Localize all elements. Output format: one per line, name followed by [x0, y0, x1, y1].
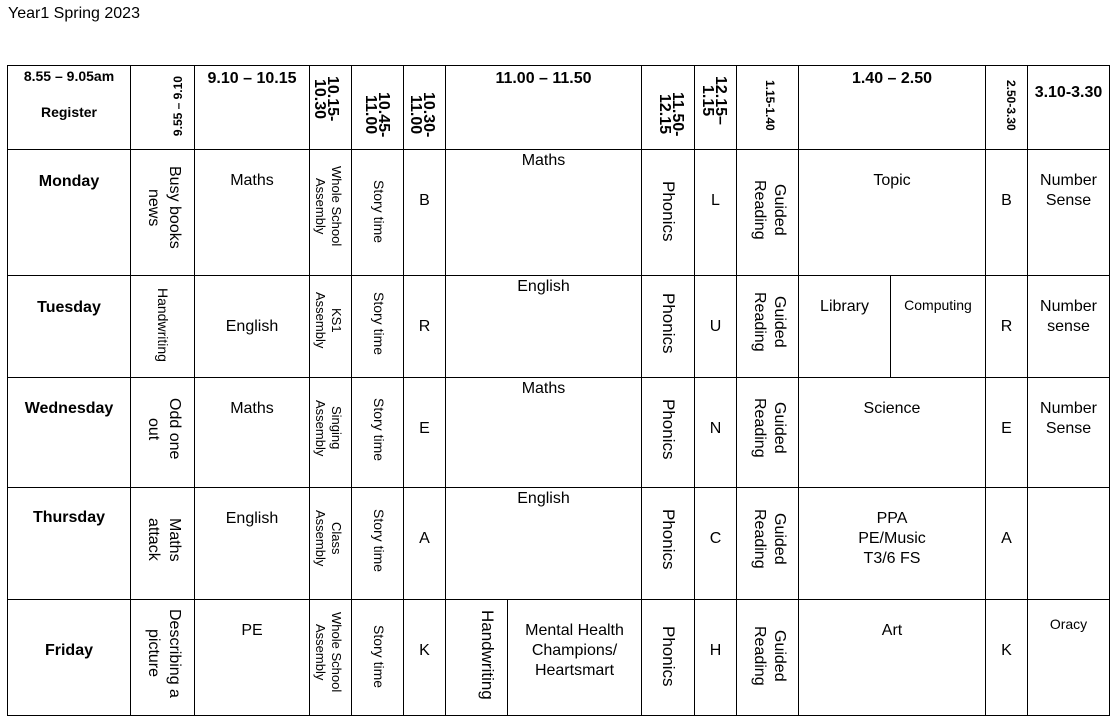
- cell-story: [352, 600, 404, 716]
- header-955: [131, 66, 195, 150]
- header-115-text: 1.15-1.40: [763, 80, 777, 131]
- cell-story: [352, 276, 404, 378]
- day-friday: [8, 600, 131, 716]
- main-activity: Maths: [521, 380, 566, 397]
- letter-lunch: U: [709, 318, 722, 335]
- cell-afternoon: [799, 488, 986, 600]
- header-140: [799, 66, 986, 150]
- cell-slot1: [195, 600, 310, 716]
- cell-story: [352, 150, 404, 276]
- cell-guided: [737, 150, 799, 276]
- cell-early: [131, 378, 195, 488]
- main-activity: English: [517, 490, 570, 507]
- row-thursday: [8, 488, 1110, 600]
- row-tuesday: [8, 276, 1110, 378]
- guided-reading: Guided Reading: [751, 509, 788, 569]
- cell-lunch: [695, 378, 737, 488]
- end-activity: Number Sense: [1040, 400, 1097, 437]
- letter-break: E: [419, 420, 430, 437]
- cell-story: [352, 488, 404, 600]
- phonics-activity: Phonics: [659, 181, 678, 242]
- letter-lunch: N: [709, 420, 722, 437]
- afternoon-computing: Computing: [904, 297, 972, 313]
- header-250-text: 2.50-3.30: [1004, 80, 1018, 131]
- header-1030: [404, 66, 446, 150]
- cell-phonics: [642, 600, 695, 716]
- row-friday: [8, 600, 1110, 716]
- cell-guided: [737, 378, 799, 488]
- day-monday: [8, 150, 131, 276]
- letter-break: A: [419, 530, 430, 547]
- page-title: Year1 Spring 2023: [8, 5, 140, 22]
- cell-main-a: [446, 600, 508, 716]
- early-activity: Handwriting: [155, 288, 171, 362]
- cell-story: [352, 378, 404, 488]
- cell-guided: [737, 600, 799, 716]
- cell-end: [1028, 378, 1110, 488]
- cell-letter1: [404, 600, 446, 716]
- cell-phonics: [642, 150, 695, 276]
- day-label: Tuesday: [37, 299, 101, 316]
- header-1100-text: 11.00 – 11.50: [495, 70, 592, 87]
- cell-letter1: [404, 276, 446, 378]
- row-wednesday: [8, 378, 1110, 488]
- afternoon-library: Library: [820, 298, 869, 315]
- header-1100: [446, 66, 642, 150]
- end-activity: Oracy: [1049, 616, 1088, 632]
- guided-reading: Guided Reading: [751, 292, 788, 352]
- header-310-text: 3.10-3.30: [1034, 84, 1103, 101]
- guided-reading: Guided Reading: [751, 180, 788, 240]
- phonics-activity: Phonics: [659, 509, 678, 570]
- header-register: [8, 66, 131, 150]
- header-row: [8, 66, 1110, 150]
- end-activity: Number sense: [1040, 298, 1097, 335]
- cell-letter2: [986, 600, 1028, 716]
- day-label: Monday: [38, 173, 100, 190]
- slot1-activity: Maths: [230, 400, 274, 417]
- header-1215-text: 12.15– 1.15: [699, 76, 729, 125]
- letter-lunch: C: [709, 530, 722, 547]
- afternoon-activity: Science: [863, 400, 921, 417]
- header-1045-text: 10.45- 11.00: [362, 92, 392, 138]
- cell-lunch: [695, 150, 737, 276]
- cell-assembly: [310, 488, 352, 600]
- cell-guided: [737, 276, 799, 378]
- guided-reading: Guided Reading: [751, 398, 788, 458]
- cell-phonics: [642, 378, 695, 488]
- main-activity: English: [517, 278, 570, 295]
- cell-early: [131, 600, 195, 716]
- end-activity: Number Sense: [1040, 172, 1097, 209]
- letter-afternoon: A: [1001, 530, 1012, 547]
- letter-break: R: [418, 318, 431, 335]
- cell-end: [1028, 600, 1110, 716]
- cell-slot1: [195, 488, 310, 600]
- header-250: [986, 66, 1028, 150]
- cell-letter1: [404, 488, 446, 600]
- header-1150-text: 11.50- 12.15: [656, 92, 686, 137]
- cell-main: [446, 276, 642, 378]
- letter-lunch: L: [711, 192, 720, 209]
- story-activity: Story time: [371, 292, 387, 356]
- assembly-activity: KS1 Assembly: [313, 292, 344, 349]
- cell-letter2: [986, 488, 1028, 600]
- cell-guided: [737, 488, 799, 600]
- phonics-activity: Phonics: [659, 293, 678, 354]
- cell-phonics: [642, 276, 695, 378]
- main-handwriting: Handwriting: [478, 610, 497, 700]
- slot1-activity: English: [225, 510, 279, 527]
- guided-reading: Guided Reading: [751, 626, 788, 686]
- cell-letter2: [986, 378, 1028, 488]
- early-activity: Maths attack: [145, 518, 183, 562]
- cell-end: [1028, 150, 1110, 276]
- afternoon-activity: Topic: [873, 172, 911, 189]
- cell-lunch: [695, 276, 737, 378]
- header-140-text: 1.40 – 2.50: [851, 70, 933, 87]
- cell-main: [446, 488, 642, 600]
- register-label: Register: [40, 104, 98, 120]
- early-activity: Busy books news: [145, 166, 183, 249]
- main-activity: Maths: [521, 152, 566, 169]
- cell-main: [446, 150, 642, 276]
- cell-main-b: [508, 600, 642, 716]
- day-thursday: [8, 488, 131, 600]
- story-activity: Story time: [371, 180, 387, 244]
- header-1045: [352, 66, 404, 150]
- cell-assembly: [310, 150, 352, 276]
- cell-letter1: [404, 150, 446, 276]
- story-activity: Story time: [371, 398, 387, 462]
- letter-afternoon: B: [1001, 192, 1012, 209]
- header-115: [737, 66, 799, 150]
- cell-early: [131, 276, 195, 378]
- cell-slot1: [195, 150, 310, 276]
- cell-afternoon-a: [799, 276, 891, 378]
- assembly-activity: Whole School Assembly: [313, 612, 344, 693]
- header-1015: [310, 66, 352, 150]
- header-1215: [695, 66, 737, 150]
- row-monday: [8, 150, 1110, 276]
- cell-slot1: [195, 276, 310, 378]
- cell-assembly: [310, 600, 352, 716]
- cell-end: [1028, 488, 1110, 600]
- slot1-activity: Maths: [230, 172, 274, 189]
- early-activity: Describing a picture: [145, 609, 183, 698]
- cell-afternoon-b: [891, 276, 986, 378]
- cell-afternoon: [799, 600, 986, 716]
- day-label: Wednesday: [24, 400, 114, 417]
- afternoon-activity: PPA PE/Music T3/6 FS: [858, 510, 926, 567]
- day-label: Friday: [44, 642, 93, 659]
- cell-main: [446, 378, 642, 488]
- cell-phonics: [642, 488, 695, 600]
- register-time: 8.55 – 9.05am: [23, 68, 115, 84]
- cell-early: [131, 150, 195, 276]
- letter-break: B: [419, 192, 430, 209]
- header-910: [195, 66, 310, 150]
- day-label: Thursday: [32, 509, 105, 526]
- phonics-activity: Phonics: [659, 399, 678, 460]
- cell-end: [1028, 276, 1110, 378]
- cell-letter2: [986, 150, 1028, 276]
- letter-afternoon: E: [1001, 420, 1012, 437]
- cell-assembly: [310, 378, 352, 488]
- letter-afternoon: R: [1000, 318, 1013, 335]
- cell-lunch: [695, 600, 737, 716]
- story-activity: Story time: [371, 509, 387, 573]
- afternoon-activity: Art: [881, 622, 903, 639]
- letter-lunch: H: [709, 642, 722, 659]
- phonics-activity: Phonics: [659, 626, 678, 687]
- cell-lunch: [695, 488, 737, 600]
- header-310: [1028, 66, 1110, 150]
- timetable: [7, 65, 1110, 716]
- header-955-text: 9.55 – 9.10: [171, 76, 185, 137]
- cell-early: [131, 488, 195, 600]
- assembly-activity: Singing Assembly: [313, 400, 344, 457]
- cell-slot1: [195, 378, 310, 488]
- header-1150: [642, 66, 695, 150]
- header-1030-text: 10.30- 11.00: [407, 92, 437, 138]
- early-activity: Odd one out: [145, 398, 183, 460]
- cell-assembly: [310, 276, 352, 378]
- assembly-activity: Whole School Assembly: [313, 166, 344, 247]
- day-tuesday: [8, 276, 131, 378]
- cell-afternoon: [799, 378, 986, 488]
- slot1-activity: PE: [241, 622, 263, 639]
- cell-letter2: [986, 276, 1028, 378]
- main-mental-health: Mental Health Champions/ Heartsmart: [525, 622, 624, 679]
- cell-afternoon: [799, 150, 986, 276]
- header-1015-text: 10.15- 10.30: [311, 76, 341, 122]
- letter-break: K: [419, 642, 430, 659]
- letter-afternoon: K: [1001, 642, 1012, 659]
- cell-letter1: [404, 378, 446, 488]
- day-wednesday: [8, 378, 131, 488]
- slot1-activity: English: [225, 318, 279, 335]
- story-activity: Story time: [371, 625, 387, 689]
- assembly-activity: Class Assembly: [313, 510, 344, 567]
- header-910-text: 9.10 – 10.15: [207, 70, 297, 87]
